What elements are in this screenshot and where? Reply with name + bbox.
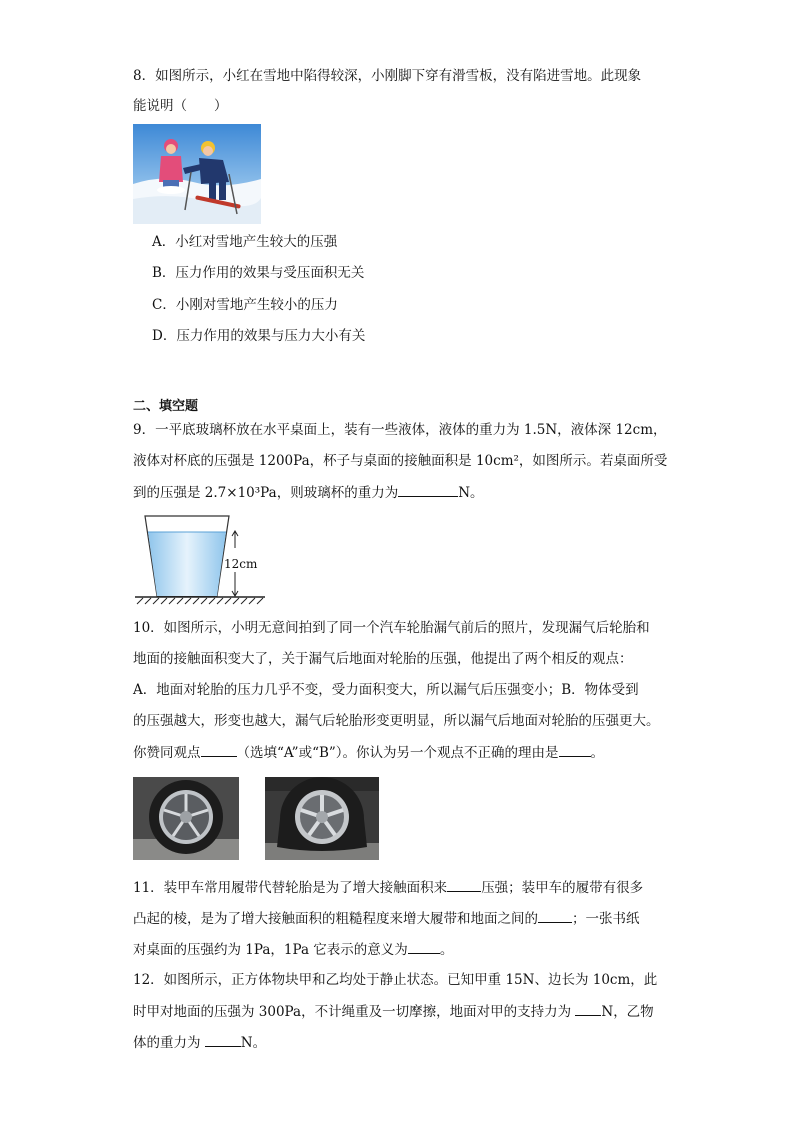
q10-line5: 你赞同观点 （选填“A”或“B”）。你认为另一个观点不正确的理由是 。	[133, 742, 604, 763]
q9-line3: 到的压强是 2.7×10³Pa，则玻璃杯的重力为 N。	[133, 482, 484, 503]
q8-option-a: A．小红对雪地产生较大的压强	[152, 234, 338, 250]
q12-line3: 体的重力为 N。	[133, 1032, 266, 1053]
q11-answer-blank-1[interactable]	[447, 877, 481, 892]
q10-answer-blank-2[interactable]	[559, 742, 591, 757]
q11-answer-blank-2[interactable]	[538, 908, 572, 923]
q10-line3: A．地面对轮胎的压力几乎不变，受力面积变大，所以漏气后压强变小；B．物体受到	[133, 682, 639, 698]
q12-answer-blank-1[interactable]	[575, 1001, 601, 1016]
q11-answer-blank-3[interactable]	[408, 939, 440, 954]
depth-label: 12cm	[224, 557, 258, 571]
q10-line2: 地面的接触面积变大了，关于漏气后地面对轮胎的压强，他提出了两个相反的观点：	[133, 651, 633, 667]
q11-line2: 凸起的棱，是为了增大接触面积的粗糙程度来增大履带和地面之间的 ；一张书纸	[133, 908, 640, 929]
q8-option-c: C．小刚对雪地产生较小的压力	[152, 297, 338, 313]
section-fill-in-title: 二、填空题	[133, 399, 199, 414]
q8-line1: 8．如图所示，小红在雪地中陷得较深，小刚脚下穿有滑雪板，没有陷进雪地。此现象	[133, 68, 642, 84]
q8-option-b: B．压力作用的效果与受压面积无关	[152, 265, 365, 281]
tire-before-image	[133, 777, 239, 860]
q8-line2: 能说明（ ）	[133, 98, 228, 114]
q9-answer-blank[interactable]	[398, 482, 458, 497]
q10-line1: 10．如图所示，小明无意间拍到了同一个汽车轮胎漏气前后的照片，发现漏气后轮胎和	[133, 620, 650, 636]
tire-after-image	[265, 777, 379, 860]
q11-line1: 11．装甲车常用履带代替轮胎是为了增大接触面积来 压强；装甲车的履带有很多	[133, 877, 643, 898]
q12-answer-blank-2[interactable]	[205, 1032, 241, 1047]
q8-option-d: D．压力作用的效果与压力大小有关	[152, 328, 366, 344]
q12-line1: 12．如图所示，正方体物块甲和乙均处于静止状态。已知甲重 15N、边长为 10cm，此	[133, 972, 658, 988]
q11-line3: 对桌面的压强约为 1Pa，1Pa 它表示的意义为 。	[133, 939, 453, 960]
q9-line2: 液体对杯底的压强是 1200Pa，杯子与桌面的接触面积是 10cm²，如图所示。若桌面所受	[133, 453, 668, 469]
q10-line4: 的压强越大，形变也越大，漏气后轮胎形变更明显，所以漏气后地面对轮胎的压强更大。	[133, 713, 660, 729]
snow-scene-image	[133, 124, 261, 224]
q10-answer-blank-1[interactable]	[201, 742, 237, 757]
q12-line2: 时甲对地面的压强为 300Pa，不计绳重及一切摩擦，地面对甲的支持力为 N，乙物	[133, 1001, 654, 1022]
q9-line1: 9．一平底玻璃杯放在水平桌面上，装有一些液体，液体的重力为 1.5N，液体深 12cm，	[133, 422, 667, 438]
